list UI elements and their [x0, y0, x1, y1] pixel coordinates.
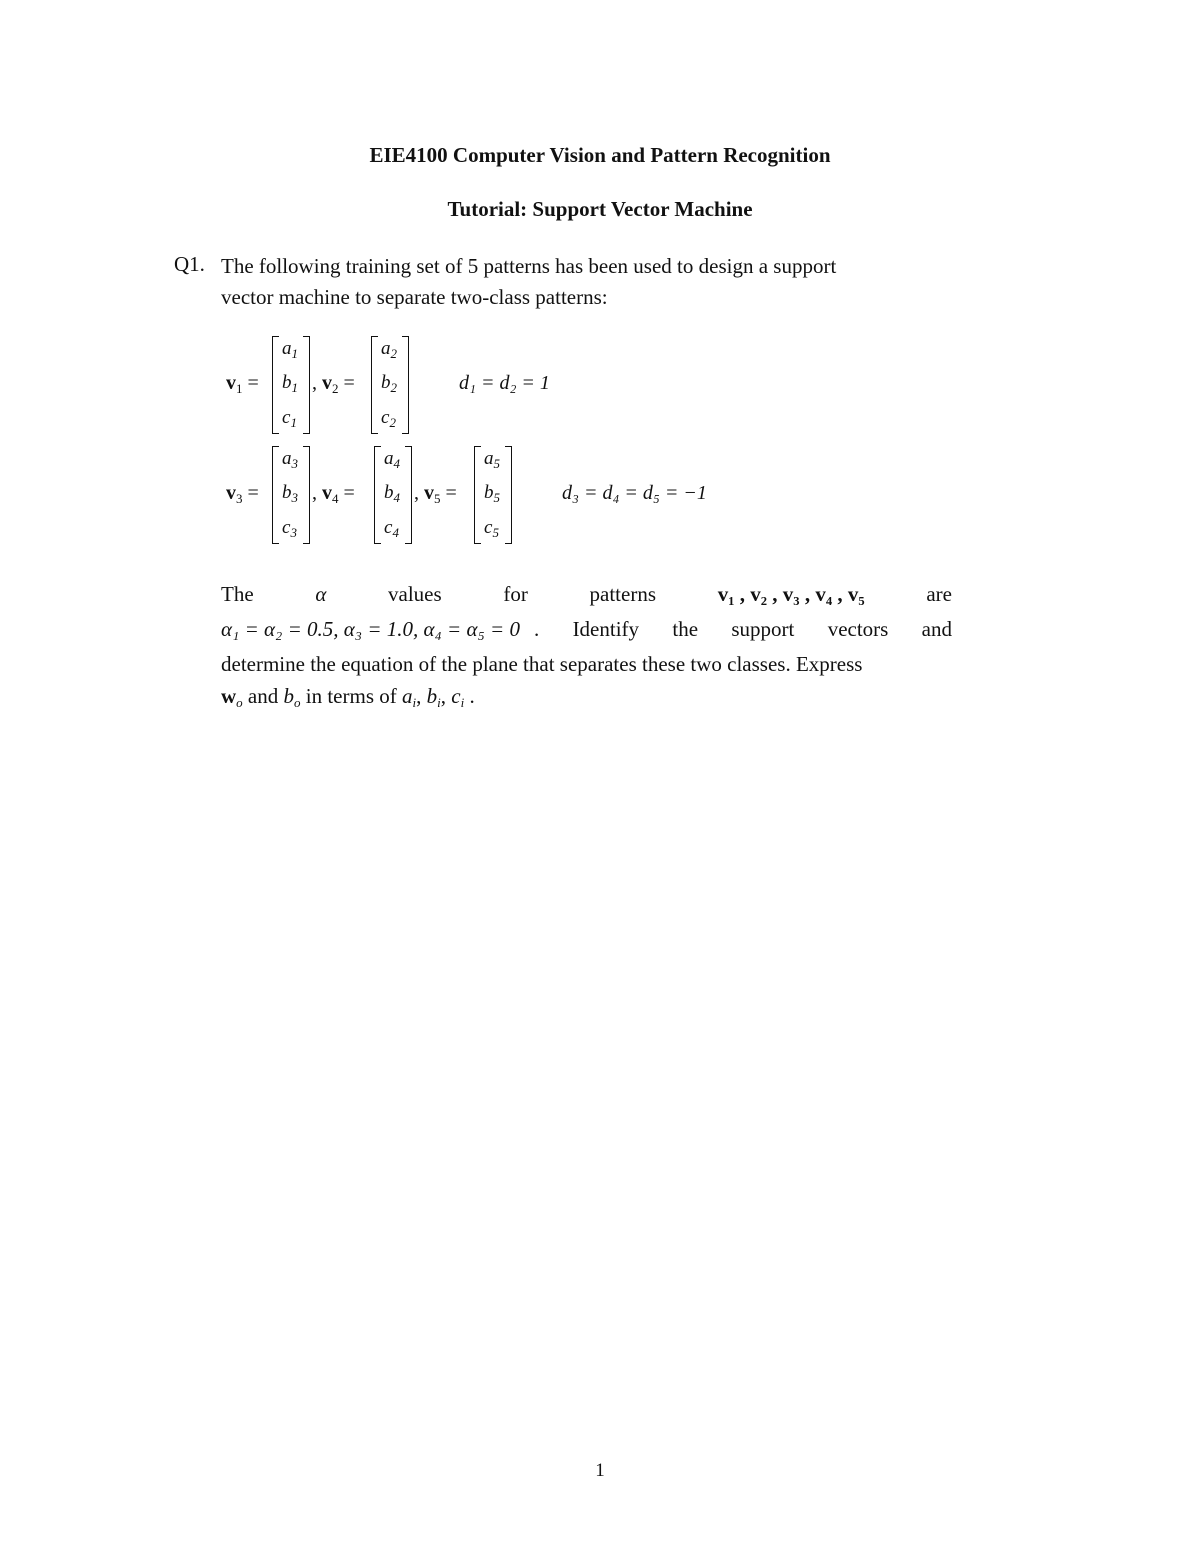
question-line-3: determine the equation of the plane that separates these two classes. Express [221, 652, 863, 676]
b-symbol: b [426, 684, 438, 708]
v2-label: , $v_2$ = [312, 372, 355, 396]
course-title: EIE4100 Computer Vision and Pattern Recognition [369, 143, 831, 167]
a-symbol: a [401, 684, 413, 708]
matrix-entry: $b_1$ [282, 372, 298, 395]
identify-text-wrap: . Identify the support vectors and [533, 617, 952, 641]
question-intro-line-2: vector machine to separate two-class patterns: [221, 285, 608, 309]
matrix-entry: $a_5$ [484, 448, 500, 471]
alpha-symbol: α [315, 582, 327, 606]
b-symbol: b [283, 684, 294, 708]
matrix-entry: $c_3$ [282, 517, 297, 540]
page-number: 1 [595, 1460, 605, 1481]
tutorial-title: Tutorial: Support Vector Machine [447, 197, 753, 221]
matrix-entry: $c_5$ [484, 517, 499, 540]
matrix-entry: $b_4$ [384, 482, 400, 505]
subscript: i [412, 695, 417, 710]
matrix-entry: $b_3$ [282, 482, 298, 505]
v2-matrix [371, 336, 409, 432]
v5-label: , $v_5$ = [414, 482, 457, 506]
question-line-4 [221, 680, 952, 712]
text-fragment: , [416, 684, 427, 708]
word-the: The [221, 582, 254, 606]
v1-matrix [272, 336, 310, 432]
text-fragment: , [440, 684, 452, 708]
subscript: o [294, 695, 301, 710]
question-number: Q1. [174, 252, 205, 276]
subscript: o [236, 695, 243, 710]
v3-matrix [272, 446, 310, 542]
subscript: i [460, 695, 465, 710]
matrix-entry: $a_2$ [381, 338, 397, 361]
word-are: are [926, 582, 952, 606]
word-values: values [388, 582, 442, 606]
word-patterns: patterns [589, 582, 657, 606]
w-symbol: w [221, 684, 237, 708]
matrix-entry: $a_3$ [282, 448, 298, 471]
equation-row-1 [221, 336, 921, 436]
text-fragment: in terms of [300, 684, 402, 708]
class-label-positive: d₁ = d₂ = 1 [459, 372, 550, 394]
matrix-entry: $b_5$ [484, 482, 500, 505]
alpha-values: α₁ = α₂ = 0.5, α₃ = 1.0, α₄ = α₅ = 0 [221, 617, 520, 641]
alpha-values-line [221, 617, 952, 642]
matrix-entry: $b_2$ [381, 372, 397, 395]
word-for: for [503, 582, 528, 606]
c-symbol: c [451, 684, 461, 708]
v3-label: $v_3$ = [226, 482, 259, 506]
class-label-negative: d₃ = d₄ = d₅ = −1 [562, 482, 707, 504]
equation-row-2 [221, 446, 941, 546]
v1-label: $v_1$ = [226, 372, 259, 396]
text-fragment: . [464, 684, 475, 708]
pattern-list: v₁ , v₂ , v₃ , v₄ , v₅ [717, 582, 865, 606]
text-fragment: and [242, 684, 284, 708]
matrix-entry: $c_4$ [384, 517, 399, 540]
subscript: i [437, 695, 441, 710]
v4-label: , $v_4$ = [312, 482, 355, 506]
matrix-entry: $c_1$ [282, 407, 297, 430]
matrix-entry: $c_2$ [381, 407, 396, 430]
question-intro-line-1: The following training set of 5 patterns has been used to design a support [221, 254, 837, 278]
matrix-entry: $a_1$ [282, 338, 298, 361]
v4-matrix [374, 446, 412, 542]
alpha-line [221, 582, 952, 607]
v5-matrix [474, 446, 512, 542]
matrix-entry: $a_4$ [384, 448, 400, 471]
